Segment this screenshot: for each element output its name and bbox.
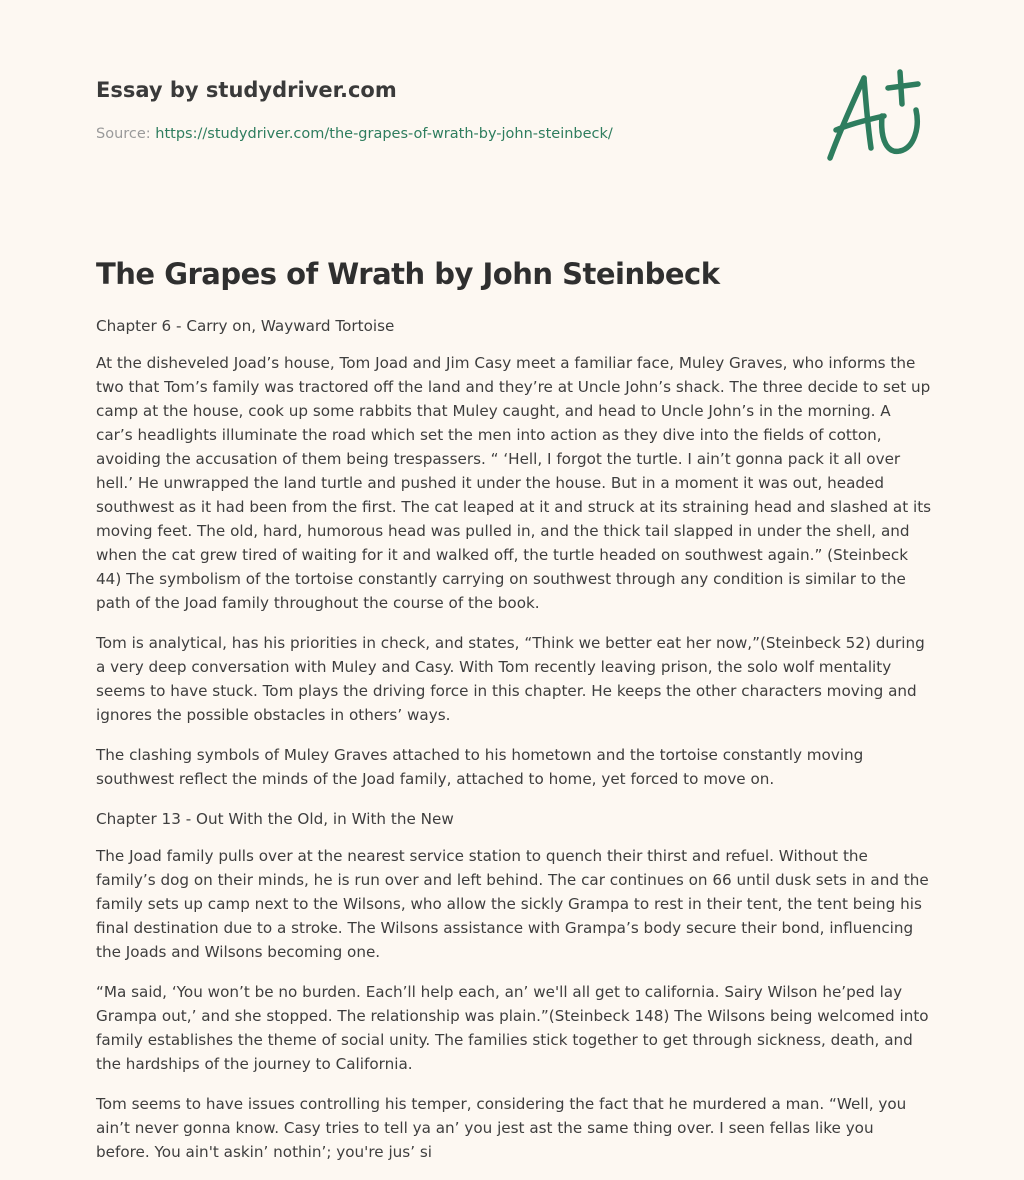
source-line: [96, 124, 796, 144]
paragraph: “Ma said, ‘You won’t be no burden. Each’ll help each, an’ we'll all get to california. Sairy Wilson he’ped lay Grampa out,’ and she stopped. The relationship was plain.”(Steinbeck 148) The Wilsons being welcomed into family establishes the theme of social unity. The families stick together to get through sickness, death, and the hardships of the journey to California.: [96, 983, 929, 1073]
paragraph: At the disheveled Joad’s house, Tom Joad and Jim Casy meet a familiar face, Muley Graves, who informs the two that Tom’s family was tractored off the land and they’re at Uncle John’s shack. The three decide to set up camp at the house, cook up some rabbits that Muley caught, and head to Uncle John’s in the morning. A car’s headlights illuminate the road which set the men into action as they dive into the fields of cotton, avoiding the accusation of them being trespassers. “ ‘Hell, I forgot the turtle. I ain’t gonna pack it all over hell.’ He unwrapped the land turtle and pushed it under the house. But in a moment it was out, headed southwest as it had been from the first. The cat leaped at it and struck at its straining head and slashed at its moving feet. The old, hard, humorous head was pulled in, and the thick tail slapped in under the shell, and when the cat grew tired of waiting for it and walked off, the turtle headed on southwest again.” (Steinbeck 44) The symbolism of the tortoise constantly carrying on southwest through any condition is similar to the path of the Joad family throughout the course of the book.: [96, 354, 932, 612]
paragraph: The clashing symbols of Muley Graves attached to his hometown and the tortoise constantly moving southwest reflect the minds of the Joad family, attached to home, yet forced to move on.: [96, 746, 864, 788]
chapter-heading: Chapter 13 - Out With the Old, in With the New: [96, 810, 454, 828]
paragraph: Tom is analytical, has his priorities in check, and states, “Think we better eat her now,”(Steinbeck 52) during a very deep conversation with Muley and Casy. With Tom recently leaving prison, the solo wolf mentality seems to have stuck. Tom plays the driving force in this chapter. He keeps the other characters moving and ignores the possible obstacles in others’ ways.: [96, 634, 925, 724]
paragraph: Tom seems to have issues controlling his temper, considering the fact that he murdered a man. “Well, you ain’t never gonna know. Casy tries to tell ya an’ you jest ast the same thing over. I seen fellas like you before. You ain't askin’ nothin’; you're jus’ si: [96, 1095, 907, 1161]
document-body: [96, 314, 932, 1180]
brand-title: Essay by studydriver.com: [96, 78, 397, 102]
source-link[interactable]: https://studydriver.com/the-grapes-of-wrath-by-john-steinbeck/: [155, 126, 613, 142]
a-plus-logo-icon: [820, 66, 930, 166]
page-header: [96, 76, 796, 144]
document-title: The Grapes of Wrath by John Steinbeck: [96, 257, 720, 291]
paragraph: The Joad family pulls over at the nearest service station to quench their thirst and refuel. Without the family’s dog on their minds, he is run over and left behind. The car continues on 66 until dusk sets in and the family sets up camp next to the Wilsons, who allow the sickly Grampa to rest in their tent, the tent being his final destination due to a stroke. The Wilsons assistance with Grampa’s body secure their bond, influencing the Joads and Wilsons becoming one.: [96, 847, 929, 961]
chapter-heading: Chapter 6 - Carry on, Wayward Tortoise: [96, 317, 395, 335]
source-label: Source:: [96, 126, 151, 142]
